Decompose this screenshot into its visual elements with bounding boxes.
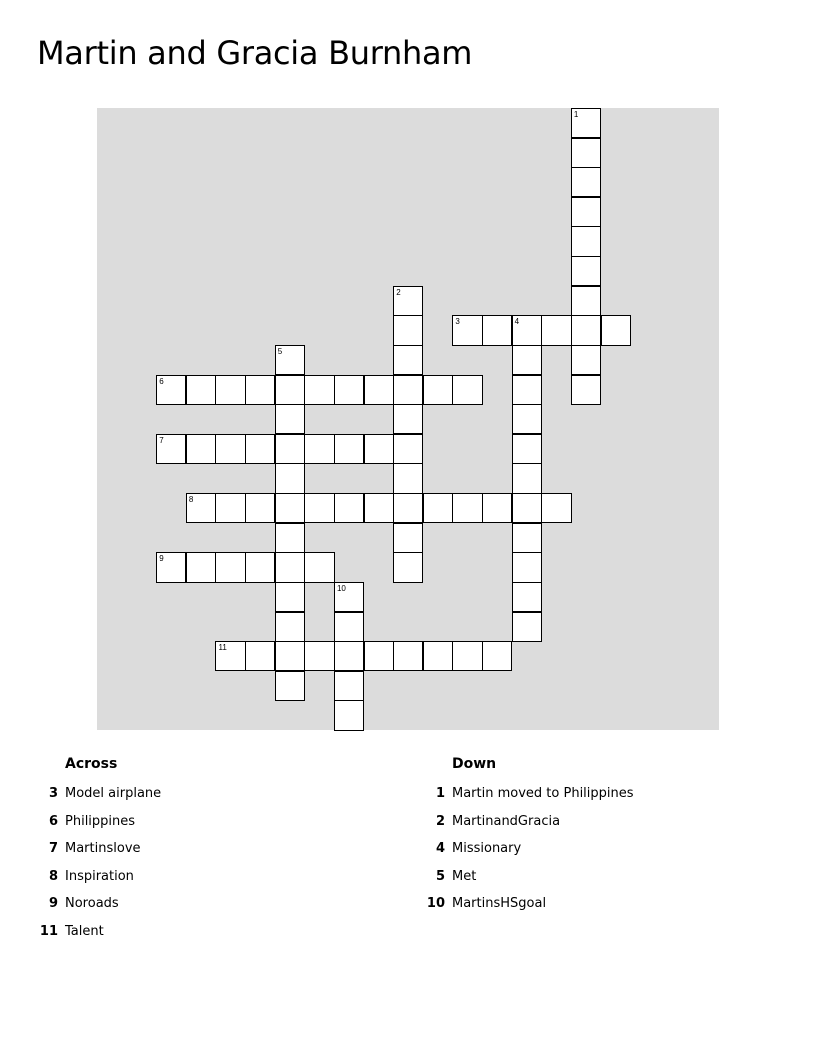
- grid-cell[interactable]: [304, 493, 334, 523]
- grid-cell[interactable]: [334, 641, 364, 671]
- across-clue: [48, 813, 161, 842]
- clue-text: Met: [452, 868, 477, 884]
- cell-number: 3: [455, 317, 460, 327]
- grid-cell[interactable]: [304, 552, 334, 582]
- cell-number: 7: [159, 435, 164, 445]
- grid-cell[interactable]: [571, 315, 601, 345]
- grid-cell[interactable]: [393, 523, 423, 553]
- grid-cell[interactable]: [393, 404, 423, 434]
- grid-cell[interactable]: [393, 641, 423, 671]
- grid-cell[interactable]: [275, 345, 305, 375]
- cell-number: 6: [159, 376, 164, 386]
- grid-cell[interactable]: [186, 434, 216, 464]
- grid-cell[interactable]: [245, 493, 275, 523]
- grid-cell[interactable]: [393, 463, 423, 493]
- down-heading: Down: [452, 756, 497, 772]
- grid-cell[interactable]: [571, 167, 601, 197]
- cell-number: 4: [514, 317, 520, 327]
- down-clue-list: [426, 786, 634, 924]
- across-clue: [48, 896, 161, 924]
- clue-text: MartinsHSgoal: [452, 896, 547, 911]
- clue-text: Philippines: [65, 813, 136, 829]
- grid-cell[interactable]: [186, 493, 216, 523]
- grid-cell[interactable]: [601, 315, 631, 345]
- grid-cell[interactable]: [512, 523, 542, 553]
- clue-number: 1: [435, 786, 445, 801]
- grid-cell[interactable]: [156, 375, 186, 405]
- grid-cell[interactable]: [423, 375, 453, 405]
- across-clue-list: [39, 786, 162, 951]
- down-clue: [435, 786, 634, 814]
- grid-cell[interactable]: [275, 434, 305, 464]
- grid-cell[interactable]: [215, 434, 245, 464]
- across-clue: [48, 868, 161, 897]
- grid-cell[interactable]: [452, 493, 482, 523]
- clue-text: Talent: [65, 923, 104, 939]
- across-clue: [48, 841, 161, 869]
- cell-number: 2: [396, 287, 401, 297]
- cell-number: 9: [159, 554, 164, 564]
- clue-text: Missionary: [452, 841, 522, 856]
- across-clue: [48, 786, 162, 814]
- grid-cell[interactable]: [512, 582, 542, 612]
- grid-cell[interactable]: [156, 434, 186, 464]
- grid-cell[interactable]: [482, 493, 512, 523]
- clue-number: 7: [48, 841, 58, 856]
- grid-cell[interactable]: [364, 434, 394, 464]
- across-clue: [39, 923, 161, 952]
- cell-number: 5: [277, 346, 283, 356]
- grid-cell[interactable]: [452, 375, 482, 405]
- grid-cell[interactable]: [275, 463, 305, 493]
- grid-cell[interactable]: [393, 345, 423, 375]
- grid-cell[interactable]: [512, 493, 542, 523]
- grid-cell[interactable]: [275, 612, 305, 642]
- clue-number: 3: [48, 786, 58, 801]
- grid-cell[interactable]: [423, 493, 453, 523]
- grid-cell[interactable]: [393, 434, 423, 464]
- grid-cell[interactable]: [334, 434, 364, 464]
- grid-cell[interactable]: [156, 552, 186, 582]
- grid-cell[interactable]: [275, 641, 305, 671]
- grid-cell[interactable]: [245, 552, 275, 582]
- grid-cell[interactable]: [512, 434, 542, 464]
- grid-cell[interactable]: [512, 463, 542, 493]
- grid-cell[interactable]: [571, 138, 601, 168]
- grid-cell[interactable]: [304, 434, 334, 464]
- grid-cell[interactable]: [512, 612, 542, 642]
- grid-cell[interactable]: [512, 404, 542, 434]
- grid-cell[interactable]: [393, 493, 423, 523]
- crossword-grid: [97, 108, 719, 730]
- grid-cell[interactable]: [482, 641, 512, 671]
- grid-cell[interactable]: [393, 375, 423, 405]
- grid-cell[interactable]: [512, 375, 542, 405]
- clue-number: 2: [435, 813, 445, 829]
- grid-cell[interactable]: [275, 404, 305, 434]
- grid-cell[interactable]: [571, 226, 601, 256]
- grid-cell[interactable]: [541, 493, 571, 523]
- clue-number: 4: [435, 841, 445, 856]
- down-clue: [435, 841, 634, 869]
- grid-cell[interactable]: [571, 256, 601, 286]
- grid-cell[interactable]: [245, 434, 275, 464]
- grid-cell[interactable]: [215, 641, 245, 671]
- grid-cell[interactable]: [571, 286, 601, 316]
- clue-text: MartinandGracia: [452, 813, 561, 829]
- grid-cell[interactable]: [571, 108, 601, 138]
- grid-cell[interactable]: [334, 582, 364, 612]
- across-heading: Across: [65, 756, 118, 772]
- cell-number: 1: [573, 110, 579, 119]
- clue-number: 5: [435, 868, 445, 884]
- grid-cell[interactable]: [393, 286, 423, 316]
- grid-cell[interactable]: [186, 375, 216, 405]
- grid-cell[interactable]: [571, 375, 601, 405]
- grid-cell[interactable]: [275, 375, 305, 405]
- grid-cell[interactable]: [452, 315, 482, 345]
- cell-number: 8: [188, 495, 194, 505]
- grid-cell[interactable]: [541, 315, 571, 345]
- clue-number: 9: [48, 896, 58, 911]
- clue-text: Martin moved to Philippines: [452, 786, 634, 801]
- clue-number: 8: [48, 868, 58, 884]
- cell-number: 11: [218, 643, 227, 653]
- grid-cell[interactable]: [275, 493, 305, 523]
- grid-cell[interactable]: [364, 493, 394, 523]
- grid-cell[interactable]: [186, 552, 216, 582]
- clue-number: 11: [39, 923, 58, 939]
- clue-text: Noroads: [65, 896, 119, 911]
- grid-cell[interactable]: [512, 345, 542, 375]
- grid-cell[interactable]: [571, 345, 601, 375]
- clue-text: Model airplane: [65, 786, 162, 801]
- grid-cell[interactable]: [334, 671, 364, 701]
- grid-cell[interactable]: [275, 552, 305, 582]
- clue-number: 10: [426, 896, 445, 911]
- grid-cell[interactable]: [512, 552, 542, 582]
- down-clue: [426, 896, 634, 924]
- grid-cell[interactable]: [364, 641, 394, 671]
- page-title: Martin and Gracia Burnham: [37, 34, 473, 72]
- grid-cell[interactable]: [334, 700, 364, 730]
- grid-cell[interactable]: [393, 552, 423, 582]
- grid-cell[interactable]: [304, 641, 334, 671]
- grid-cell[interactable]: [364, 375, 394, 405]
- grid-cell[interactable]: [393, 315, 423, 345]
- clue-text: Inspiration: [65, 868, 134, 884]
- grid-cell[interactable]: [304, 375, 334, 405]
- grid-cell[interactable]: [423, 641, 453, 671]
- down-clue: [435, 868, 634, 897]
- grid-cell[interactable]: [215, 552, 245, 582]
- grid-cell[interactable]: [512, 315, 542, 345]
- grid-cell[interactable]: [275, 582, 305, 612]
- grid-cell[interactable]: [571, 197, 601, 227]
- grid-cell[interactable]: [275, 523, 305, 553]
- grid-cell[interactable]: [334, 612, 364, 642]
- grid-cell[interactable]: [482, 315, 512, 345]
- cell-number: 10: [336, 583, 346, 593]
- grid-cell[interactable]: [334, 493, 364, 523]
- grid-cell[interactable]: [215, 493, 245, 523]
- grid-cell[interactable]: [245, 375, 275, 405]
- grid-cell[interactable]: [245, 641, 275, 671]
- down-clue: [435, 813, 634, 842]
- grid-cell[interactable]: [334, 375, 364, 405]
- clue-text: Martinslove: [65, 841, 141, 856]
- grid-cell[interactable]: [452, 641, 482, 671]
- grid-cell[interactable]: [275, 671, 305, 701]
- clue-number: 6: [48, 813, 58, 829]
- grid-cell[interactable]: [215, 375, 245, 405]
